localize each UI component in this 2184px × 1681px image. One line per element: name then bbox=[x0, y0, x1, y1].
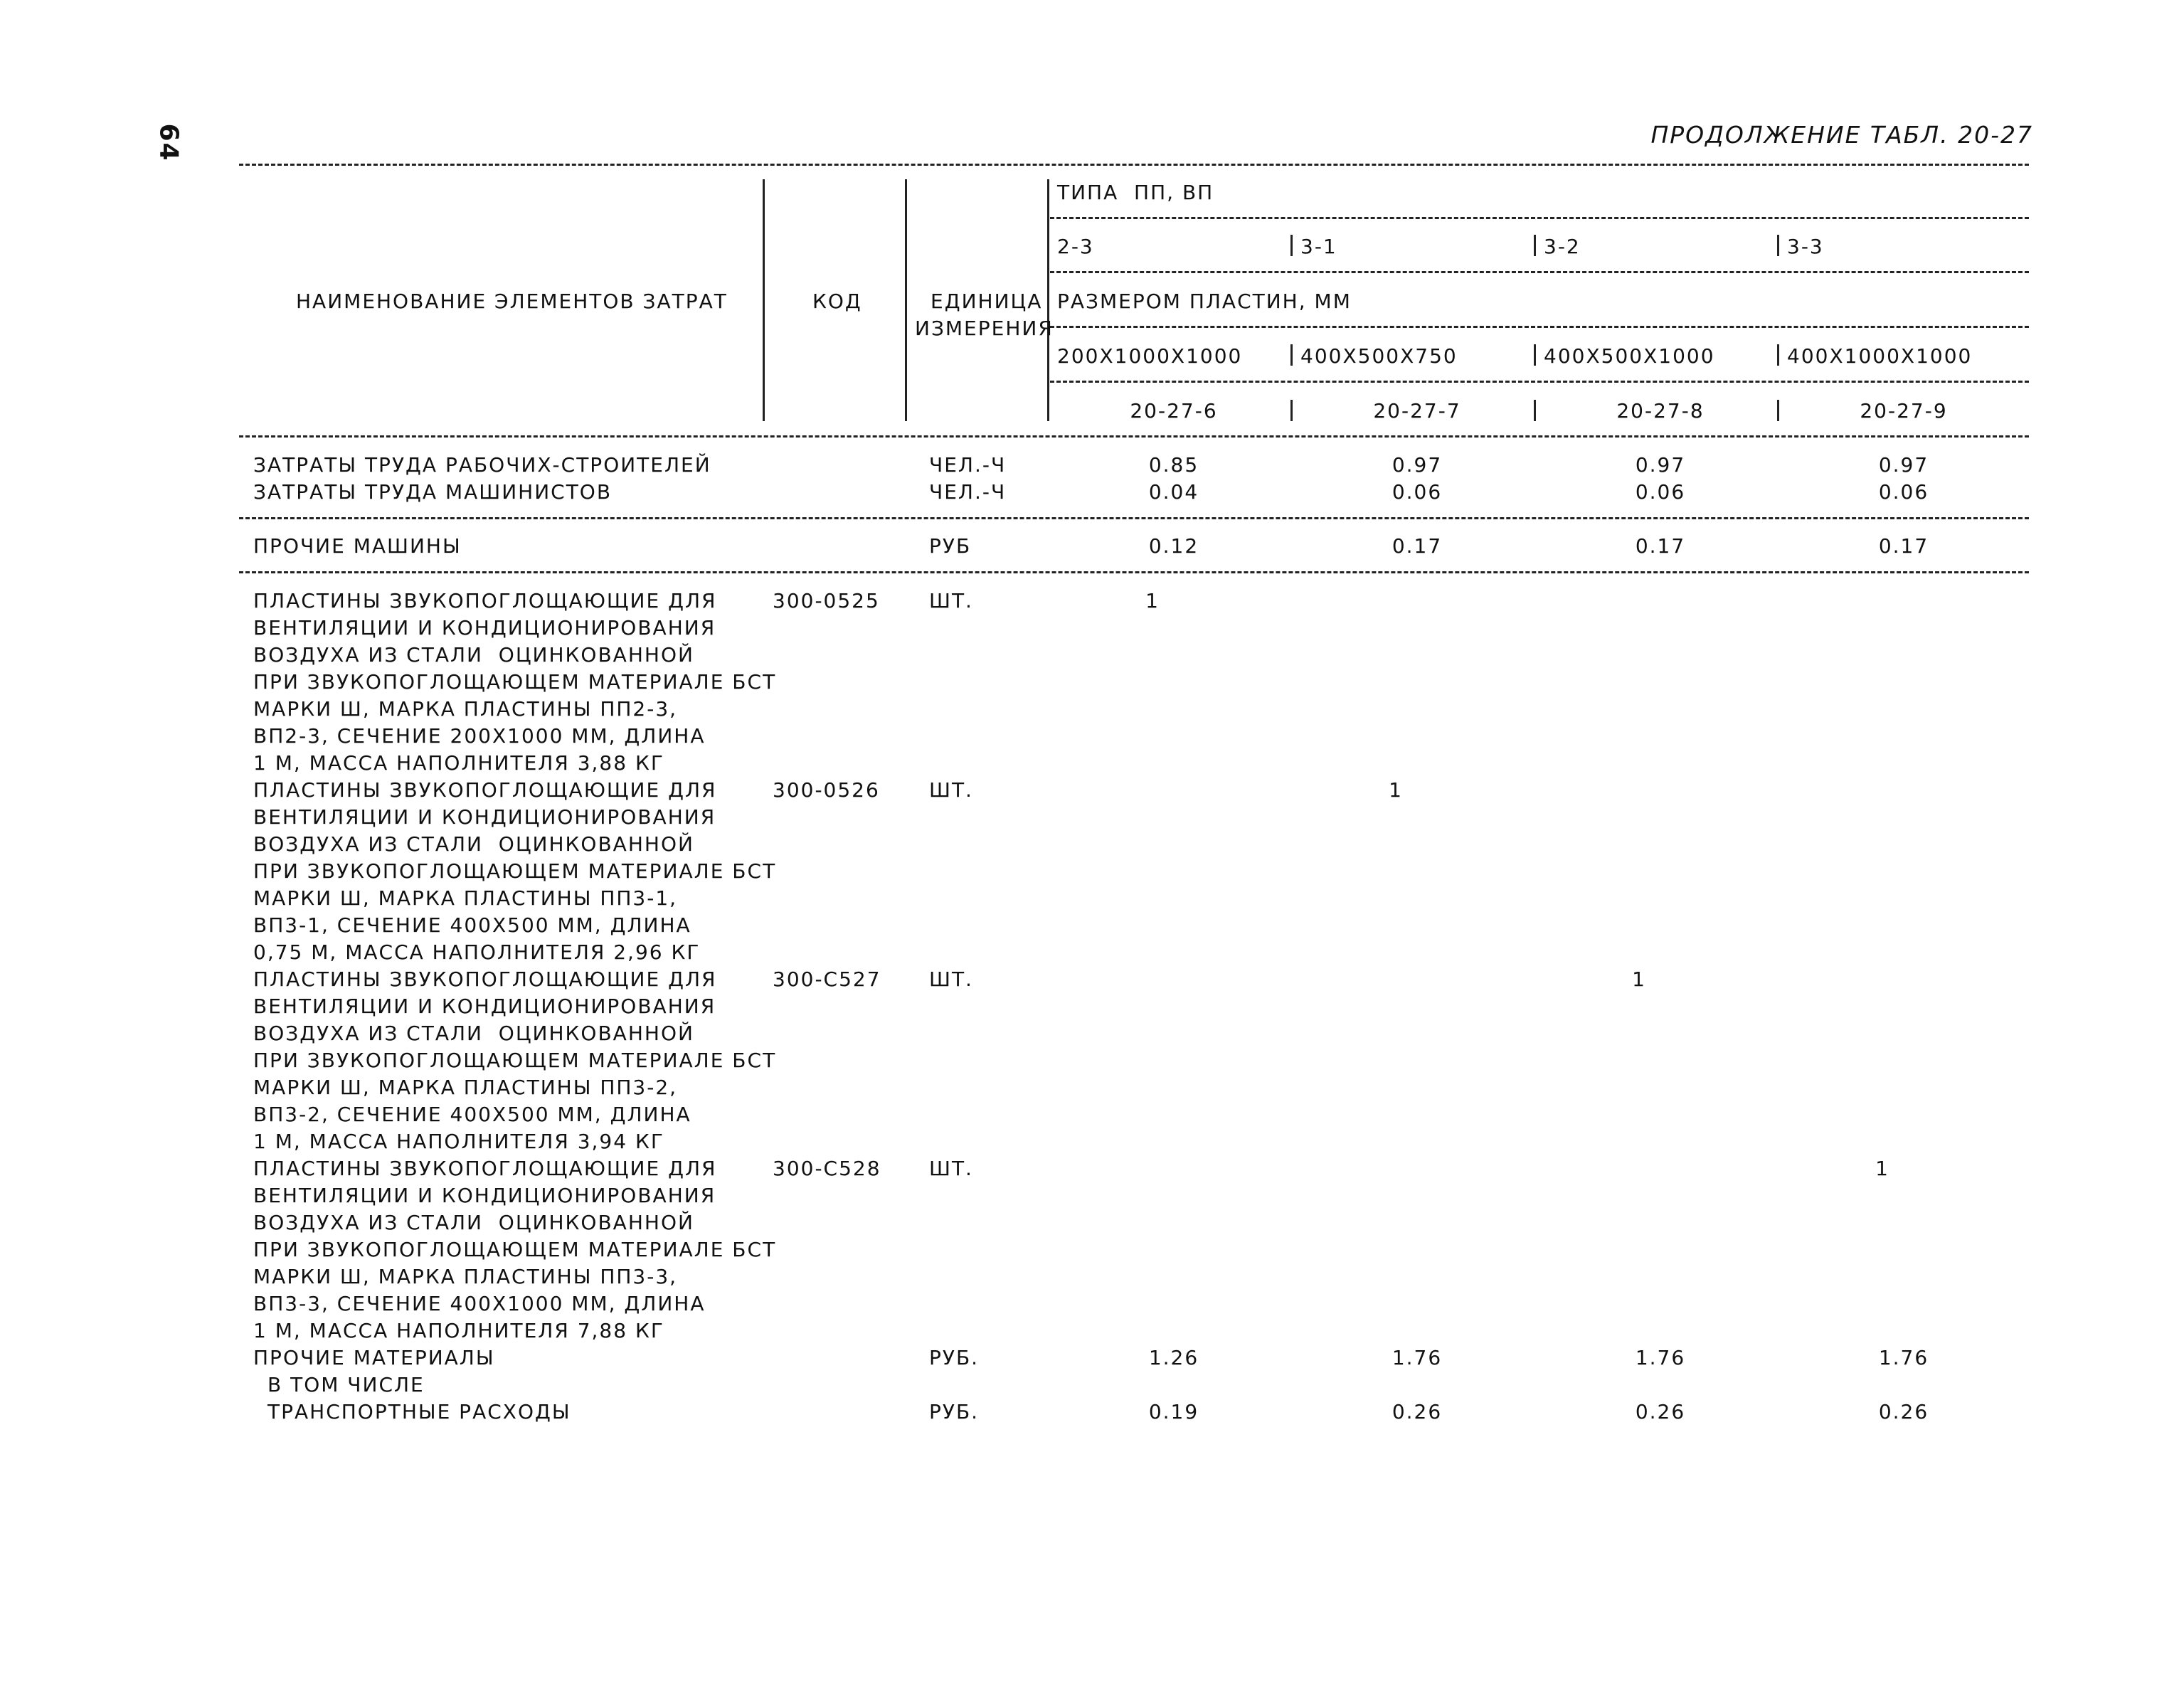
other-materials-name: ПРОЧИЕ МАТЕРИАЛЫ bbox=[253, 1346, 495, 1369]
labor-row-value: 0.06 bbox=[1878, 480, 1929, 504]
material-unit: ШТ. bbox=[929, 967, 973, 991]
size-col-4: 400X1000X1000 bbox=[1787, 344, 1973, 368]
code-col-4: 20-27-9 bbox=[1860, 399, 1948, 423]
rule-header-bottom bbox=[239, 435, 2029, 438]
material-value: 1 bbox=[1632, 967, 1646, 991]
labor-row-unit: ЧЕЛ.-Ч bbox=[929, 453, 1007, 477]
material-value: 1 bbox=[1389, 778, 1403, 802]
header-unit-line1: ЕДИНИЦА bbox=[931, 290, 1043, 313]
rule-type bbox=[1050, 217, 2029, 219]
rule-size bbox=[1050, 326, 2029, 328]
material-value: 1 bbox=[1875, 1157, 1889, 1180]
size-col-3: 400X500X1000 bbox=[1544, 344, 1715, 368]
labor-row-value: 0.97 bbox=[1391, 453, 1443, 477]
vline-col2-type bbox=[1290, 235, 1293, 256]
material-unit: ШТ. bbox=[929, 589, 973, 613]
vline-col3-size bbox=[1534, 344, 1536, 366]
machines-row-unit: РУБ bbox=[929, 534, 972, 558]
code-col-3: 20-27-8 bbox=[1616, 399, 1705, 423]
labor-row-value: 0.06 bbox=[1391, 480, 1443, 504]
rule-type-values bbox=[1050, 271, 2029, 273]
material-unit: ШТ. bbox=[929, 778, 973, 802]
vline-unit-values bbox=[1047, 179, 1049, 421]
transport-unit: РУБ. bbox=[929, 1400, 980, 1423]
machines-row-value: 0.17 bbox=[1391, 534, 1443, 558]
material-description: ПЛАСТИНЫ ЗВУКОПОГЛОЩАЮЩИЕ ДЛЯ ВЕНТИЛЯЦИИ И КОНДИЦИОНИРОВАНИЯ ВОЗДУХА ИЗ СТАЛИ ОЦИНКОВАННОЙ ПРИ ЗВУКОПОГЛОЩАЮЩЕМ МАТЕРИАЛЕ БСТ МАРКИ Ш, МАРКА ПЛАСТИНЫ ПП3-1, ВП3-1, СЕЧЕНИЕ 400X500 ММ, ДЛИНА 0,75 М, МАССА НАПОЛНИТЕЛЯ 2,96 КГ bbox=[253, 778, 777, 964]
other-materials-value: 1.26 bbox=[1148, 1346, 1199, 1369]
vline-code-unit bbox=[905, 179, 907, 421]
transport-value: 0.19 bbox=[1148, 1400, 1199, 1423]
type-col-3: 3-2 bbox=[1544, 235, 1581, 258]
machines-row-value: 0.12 bbox=[1148, 534, 1199, 558]
header-size-label: РАЗМЕРОМ ПЛАСТИН, ММ bbox=[1057, 290, 1352, 313]
rule-size-values bbox=[1050, 381, 2029, 383]
material-description: ПЛАСТИНЫ ЗВУКОПОГЛОЩАЮЩИЕ ДЛЯ ВЕНТИЛЯЦИИ И КОНДИЦИОНИРОВАНИЯ ВОЗДУХА ИЗ СТАЛИ ОЦИНКОВАННОЙ ПРИ ЗВУКОПОГЛОЩАЮЩЕМ МАТЕРИАЛЕ БСТ МАРКИ Ш, МАРКА ПЛАСТИНЫ ПП3-3, ВП3-3, СЕЧЕНИЕ 400X1000 ММ, ДЛИНА 1 М, МАССА НАПОЛНИТЕЛЯ 7,88 КГ bbox=[253, 1157, 777, 1342]
machines-row-value: 0.17 bbox=[1878, 534, 1929, 558]
vline-col4-code bbox=[1777, 400, 1779, 421]
rule-machines-bottom bbox=[239, 571, 2029, 573]
machines-row-name: ПРОЧИЕ МАШИНЫ bbox=[253, 534, 462, 558]
material-value: 1 bbox=[1145, 589, 1160, 613]
vline-col4-type bbox=[1777, 235, 1779, 256]
material-description: ПЛАСТИНЫ ЗВУКОПОГЛОЩАЮЩИЕ ДЛЯ ВЕНТИЛЯЦИИ И КОНДИЦИОНИРОВАНИЯ ВОЗДУХА ИЗ СТАЛИ ОЦИНКОВАННОЙ ПРИ ЗВУКОПОГЛОЩАЮЩЕМ МАТЕРИАЛЕ БСТ МАРКИ Ш, МАРКА ПЛАСТИНЫ ПП2-3, ВП2-3, СЕЧЕНИЕ 200X1000 ММ, ДЛИНА 1 М, МАССА НАПОЛНИТЕЛЯ 3,88 КГ bbox=[253, 589, 777, 775]
including-label: В ТОМ ЧИСЛЕ bbox=[267, 1373, 425, 1396]
vline-col2-code bbox=[1290, 400, 1293, 421]
size-col-1: 200X1000X1000 bbox=[1057, 344, 1243, 368]
transport-value: 0.26 bbox=[1635, 1400, 1686, 1423]
labor-row-value: 0.97 bbox=[1878, 453, 1929, 477]
material-code: 300-C527 bbox=[773, 967, 881, 991]
material-code: 300-C528 bbox=[773, 1157, 881, 1180]
labor-row-value: 0.85 bbox=[1148, 453, 1199, 477]
header-code-column: КОД bbox=[812, 290, 862, 313]
other-materials-value: 1.76 bbox=[1635, 1346, 1686, 1369]
transport-value: 0.26 bbox=[1878, 1400, 1929, 1423]
labor-row-unit: ЧЕЛ.-Ч bbox=[929, 480, 1007, 504]
type-col-2: 3-1 bbox=[1300, 235, 1337, 258]
vline-col3-code bbox=[1534, 400, 1536, 421]
size-col-2: 400X500X750 bbox=[1300, 344, 1458, 368]
other-materials-value: 1.76 bbox=[1391, 1346, 1443, 1369]
labor-row-name: ЗАТРАТЫ ТРУДА РАБОЧИХ-СТРОИТЕЛЕЙ bbox=[253, 453, 711, 477]
header-name-column: НАИМЕНОВАНИЕ ЭЛЕМЕНТОВ ЗАТРАТ bbox=[296, 290, 728, 313]
machines-row-value: 0.17 bbox=[1635, 534, 1686, 558]
type-col-1: 2-3 bbox=[1057, 235, 1094, 258]
vline-name-code bbox=[763, 179, 765, 421]
continuation-title: ПРОДОЛЖЕНИЕ ТАБЛ. 20-27 bbox=[1650, 121, 2033, 149]
code-col-1: 20-27-6 bbox=[1130, 399, 1218, 423]
type-col-4: 3-3 bbox=[1787, 235, 1824, 258]
material-code: 300-0526 bbox=[773, 778, 880, 802]
labor-row-value: 0.06 bbox=[1635, 480, 1686, 504]
material-description: ПЛАСТИНЫ ЗВУКОПОГЛОЩАЮЩИЕ ДЛЯ ВЕНТИЛЯЦИИ И КОНДИЦИОНИРОВАНИЯ ВОЗДУХА ИЗ СТАЛИ ОЦИНКОВАННОЙ ПРИ ЗВУКОПОГЛОЩАЮЩЕМ МАТЕРИАЛЕ БСТ МАРКИ Ш, МАРКА ПЛАСТИНЫ ПП3-2, ВП3-2, СЕЧЕНИЕ 400X500 ММ, ДЛИНА 1 М, МАССА НАПОЛНИТЕЛЯ 3,94 КГ bbox=[253, 967, 777, 1153]
labor-row-value: 0.97 bbox=[1635, 453, 1686, 477]
code-col-2: 20-27-7 bbox=[1373, 399, 1461, 423]
page-number: 64 bbox=[154, 123, 184, 162]
transport-value: 0.26 bbox=[1391, 1400, 1443, 1423]
other-materials-value: 1.76 bbox=[1878, 1346, 1929, 1369]
rule-labor-bottom bbox=[239, 517, 2029, 519]
header-type-label: ТИПА ПП, ВП bbox=[1057, 181, 1214, 204]
transport-name: ТРАНСПОРТНЫЕ РАСХОДЫ bbox=[267, 1400, 571, 1423]
vline-col2-size bbox=[1290, 344, 1293, 366]
labor-row-value: 0.04 bbox=[1148, 480, 1199, 504]
material-unit: ШТ. bbox=[929, 1157, 973, 1180]
labor-row-name: ЗАТРАТЫ ТРУДА МАШИНИСТОВ bbox=[253, 480, 613, 504]
other-materials-unit: РУБ. bbox=[929, 1346, 980, 1369]
vline-col4-size bbox=[1777, 344, 1779, 366]
rule-top bbox=[239, 164, 2029, 166]
material-code: 300-0525 bbox=[773, 589, 880, 613]
vline-col3-type bbox=[1534, 235, 1536, 256]
header-unit-line2: ИЗМЕРЕНИЯ bbox=[915, 317, 1054, 340]
